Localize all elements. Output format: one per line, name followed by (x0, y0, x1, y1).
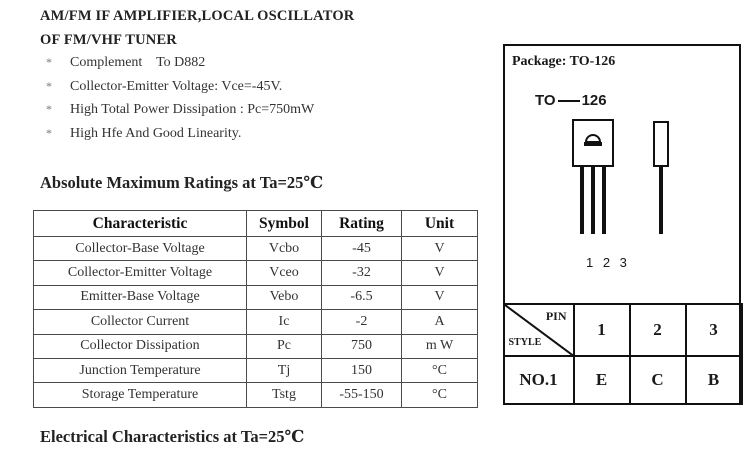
characteristic-cell: Emitter-Base Voltage (34, 285, 247, 309)
table-row (34, 285, 478, 309)
feature-list (46, 55, 314, 149)
symbol-cell: Ic (247, 310, 322, 334)
feature-item: * Complement To D882 (46, 55, 206, 70)
column-header: Unit (402, 211, 478, 237)
package-panel (503, 44, 741, 405)
feature-item: * High Total Power Dissipation : Pc=750mW (46, 102, 315, 117)
characteristic-cell: Storage Temperature (34, 383, 247, 407)
pin-numbers: 1 2 3 (586, 255, 630, 270)
ratings-table (33, 210, 478, 408)
feature-item: * Collector-Emitter Voltage: Vce=-45V. (46, 78, 283, 94)
unit-cell: V (402, 285, 478, 309)
table-row (34, 334, 478, 358)
unit-cell: °C (402, 383, 478, 407)
symbol-cell: Vebo (247, 285, 322, 309)
characteristic-cell: Collector Current (34, 310, 247, 334)
title-line-2: OF FM/VHF TUNER (40, 32, 177, 48)
bullet-icon: * (46, 102, 52, 116)
rating-cell: -6.5 (322, 285, 402, 309)
symbol-cell: Vcbo (247, 237, 322, 261)
characteristic-cell: Collector-Base Voltage (34, 237, 247, 261)
transistor-front-view-icon (571, 118, 633, 240)
rating-cell: -32 (322, 261, 402, 285)
table-row (34, 383, 478, 407)
table-row (34, 261, 478, 285)
pin-corner-label: PIN (545, 309, 567, 323)
unit-cell: V (402, 237, 478, 261)
pin-style-row (504, 356, 742, 404)
column-header: Rating (322, 211, 402, 237)
rating-cell: -55-150 (322, 383, 402, 407)
table-header-row (34, 211, 478, 237)
style-corner-label: STYLE (508, 337, 542, 348)
table-row (34, 237, 478, 261)
bullet-icon: * (46, 78, 52, 93)
style-name-cell: NO.1 (504, 356, 574, 404)
pin-assignment-cell: E (574, 356, 630, 404)
rating-cell: -2 (322, 310, 402, 334)
table-row (34, 358, 478, 382)
package-title: Package: TO-126 (512, 54, 616, 69)
unit-cell: A (402, 310, 478, 334)
characteristic-cell: Junction Temperature (34, 358, 247, 382)
unit-cell: V (402, 261, 478, 285)
pin-style-table (503, 303, 743, 405)
unit-cell: m W (402, 334, 478, 358)
symbol-cell: Tstg (247, 383, 322, 407)
pin-header-row (504, 304, 742, 356)
pin-number-cell: 1 (574, 304, 630, 356)
pin-assignment-cell: C (630, 356, 686, 404)
bullet-icon: * (46, 55, 52, 69)
pin-style-corner-cell (504, 304, 574, 356)
pin-assignment-cell: B (686, 356, 742, 404)
symbol-cell: Pc (247, 334, 322, 358)
rating-cell: 750 (322, 334, 402, 358)
symbol-cell: Tj (247, 358, 322, 382)
rating-cell: 150 (322, 358, 402, 382)
title-line-1: AM/FM IF AMPLIFIER,LOCAL OSCILLATOR (40, 8, 355, 24)
package-outline-label: TO 126 (535, 92, 607, 109)
unit-cell: °C (402, 358, 478, 382)
ratings-heading: Absolute Maximum Ratings at Ta=25℃ (40, 173, 324, 192)
symbol-cell: Vceo (247, 261, 322, 285)
electrical-heading: Electrical Characteristics at Ta=25℃ (40, 427, 305, 446)
column-header: Symbol (247, 211, 322, 237)
characteristic-cell: Collector Dissipation (34, 334, 247, 358)
column-header: Characteristic (34, 211, 247, 237)
dash-line (558, 100, 580, 102)
characteristic-cell: Collector-Emitter Voltage (34, 261, 247, 285)
pin-number-cell: 3 (686, 304, 742, 356)
transistor-side-view-icon (652, 120, 672, 240)
table-row (34, 310, 478, 334)
pin-number-cell: 2 (630, 304, 686, 356)
bullet-icon: * (46, 125, 52, 140)
rating-cell: -45 (322, 237, 402, 261)
feature-item: * High Hfe And Good Linearity. (46, 125, 242, 141)
